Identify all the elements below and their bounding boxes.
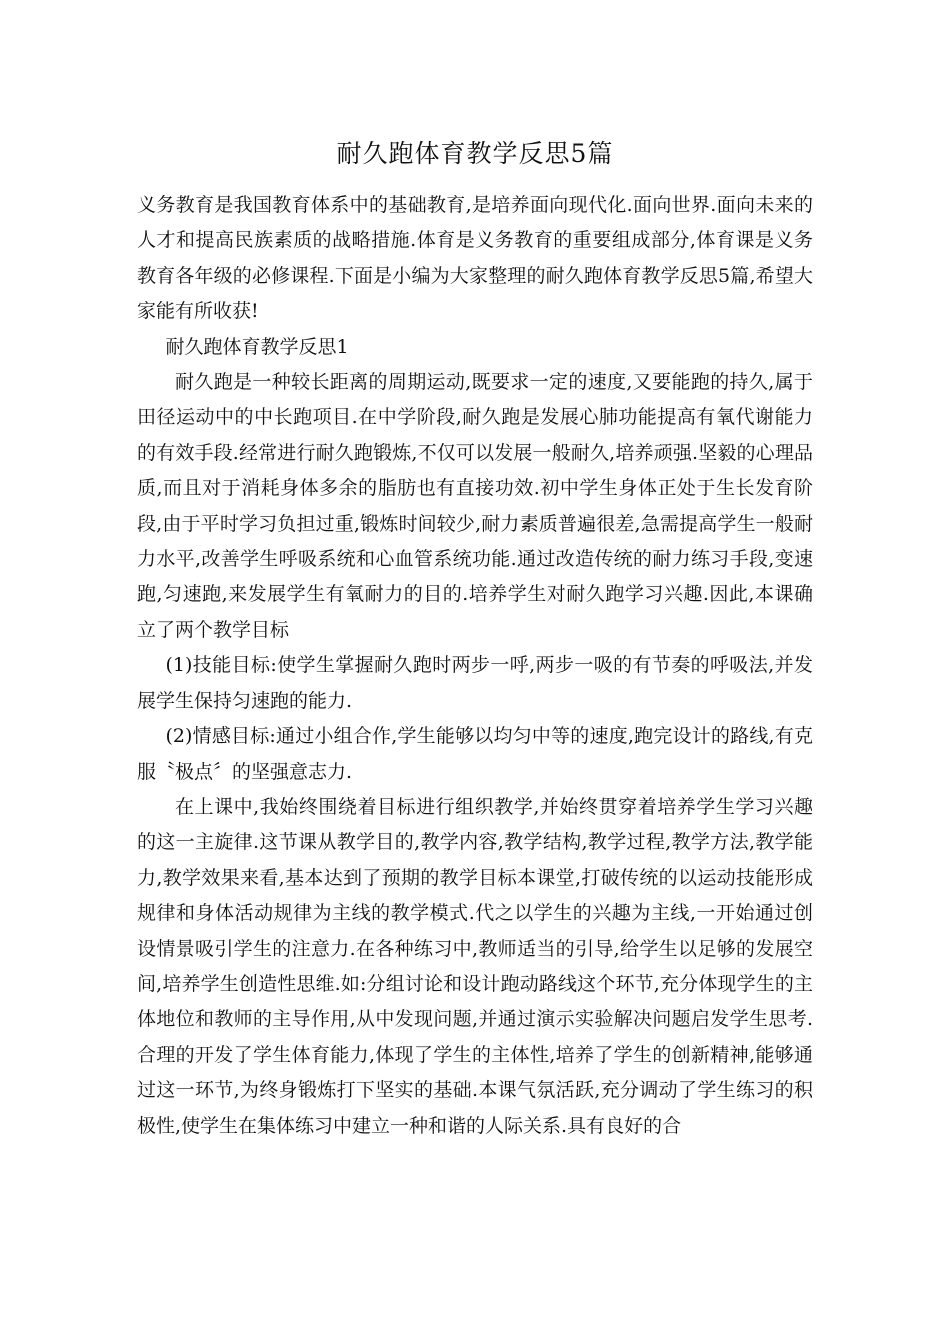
body-paragraph: 耐久跑是一种较长距离的周期运动,既要求一定的速度,又要能跑的持久,属于田径运动中的中长跑项目.在中学阶段,耐久跑是发展心肺功能提高有氧代谢能力的有效手段.经常进行耐久跑锻炼,不仅可以发展一般耐久,培养顽强.坚毅的心理品质,而且对于消耗身体多余的脂肪也有直接功效.初中学生身体正处于生长发育阶段,由于平时学习负担过重,锻炼时间较少,耐力素质普遍很差,急需提高学生一般耐力水平,改善学生呼吸系统和心血管系统功能.通过改造传统的耐力练习手段,变速跑,匀速跑,来发展学生有氧耐力的目的.培养学生对耐久跑学习兴趣.因此,本课确立了两个教学目标 (137, 371, 813, 641)
section-heading: 耐久跑体育教学反思1 (165, 335, 349, 358)
goal-skill-paragraph: (1)技能目标:使学生掌握耐久跑时两步一呼,两步一吸的有节奏的呼吸法,并发展学生保持匀速跑的能力. (137, 654, 813, 712)
body-paragraph: 在上课中,我始终围绕着目标进行组织教学,并始终贯穿着培养学生学习兴趣的这一主旋律.这节课从教学目的,教学内容,教学结构,教学过程,教学方法,教学能力,教学效果来看,基本达到了预期的教学目标本课堂,打破传统的以运动技能形成规律和身体活动规律为主线的教学模式.代之以学生的兴趣为主线,一开始通过创设情景吸引学生的注意力.在各种练习中,教师适当的引导,给学生以足够的发展空间,培养学生创造性思维.如:分组讨论和设计跑动路线这个环节,充分体现学生的主体地位和教师的主导作用,从中发现问题,并通过演示实验解决问题启发学生思考.合理的开发了学生体育能力,体现了学生的主体性,培养了学生的创新精神,能够通过这一环节,为终身锻炼打下坚实的基础.本课气氛活跃,充分调动了学生练习的积极性,使学生在集体练习中建立一种和谐的人际关系.具有良好的合 (137, 795, 813, 1137)
document-body (137, 188, 813, 1144)
document-title: 耐久跑体育教学反思5篇 (336, 139, 614, 168)
intro-paragraph: 义务教育是我国教育体系中的基础教育,是培养面向现代化.面向世界.面向未来的人才和提高民族素质的战略措施.体育是义务教育的重要组成部分,体育课是义务教育各年级的必修课程.下面是小编为大家整理的耐久跑体育教学反思5篇,希望大家能有所收获! (137, 194, 813, 323)
goal-emotion-paragraph: (2)情感目标:通过小组合作,学生能够以均匀中等的速度,跑完设计的路线,有克服〝极点〞的坚强意志力. (137, 725, 813, 783)
